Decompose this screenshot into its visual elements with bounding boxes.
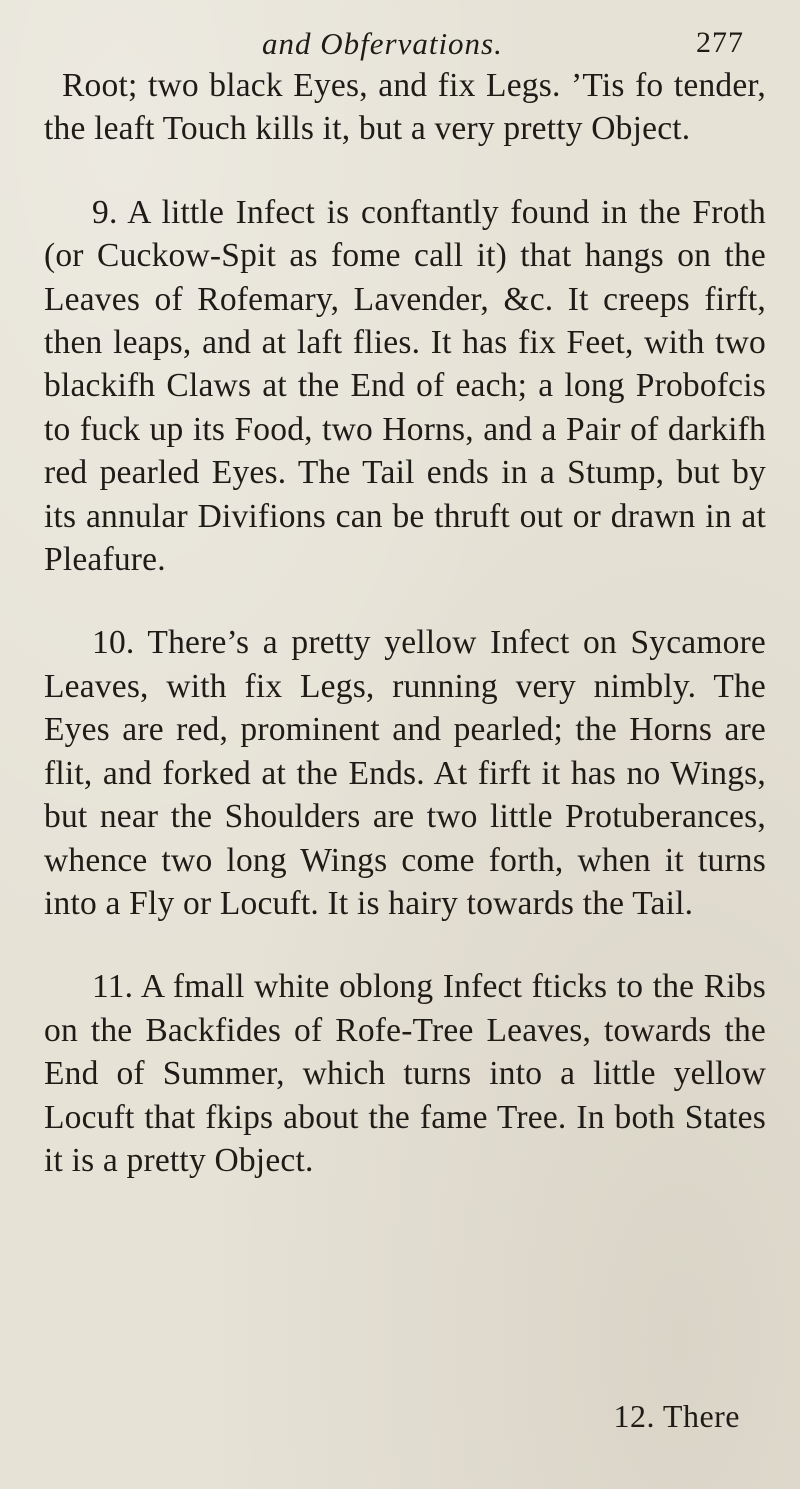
paragraph-9: 9. A little Infect is conftantly found in the Froth (or Cuckow-Spit as fome call it) that hangs on the Leaves of Rofemary, Lavender, &c. It creeps firft, then leaps, and at laft flies. It has fix Feet, with two blackifh Claws at the End of each; a long Probofcis to fuck up its Food, two Horns, and a Pair of darkifh red pearled Eyes. The Tail ends in a Stump, but by its annular Divifions can be thruft out or drawn in at Pleafure. (44, 193, 766, 579)
paragraph-continuation: Root; two black Eyes, and fix Legs. ’Tis fo tender, the leaft Touch kills it, but a very pretty Object. (44, 67, 766, 148)
running-head-title: and Obfervations. (262, 26, 503, 61)
paragraph-10: 10. There’s a pretty yellow Infect on Sycamore Leaves, with fix Legs, running very nimbly. The Eyes are red, prominent and pearled; the Horns are flit, and forked at the Ends. At firft it has no Wings, but near the Shoulders are two little Protuberances, whence two long Wings come forth, when it turns into a Fly or Locuft. It is hairy towards the Tail. (44, 624, 766, 922)
page-number: 277 (696, 26, 744, 59)
catchword: 12. There (613, 1398, 740, 1434)
body-text (44, 64, 766, 1182)
paragraph-11: 11. A fmall white oblong Infect fticks to the Ribs on the Backfides of Rofe-Tree Leaves, towards the End of Summer, which turns into a little yellow Locuft that fkips about the fame Tree. In both States it is a pretty Object. (44, 968, 766, 1179)
running-head (0, 26, 800, 66)
